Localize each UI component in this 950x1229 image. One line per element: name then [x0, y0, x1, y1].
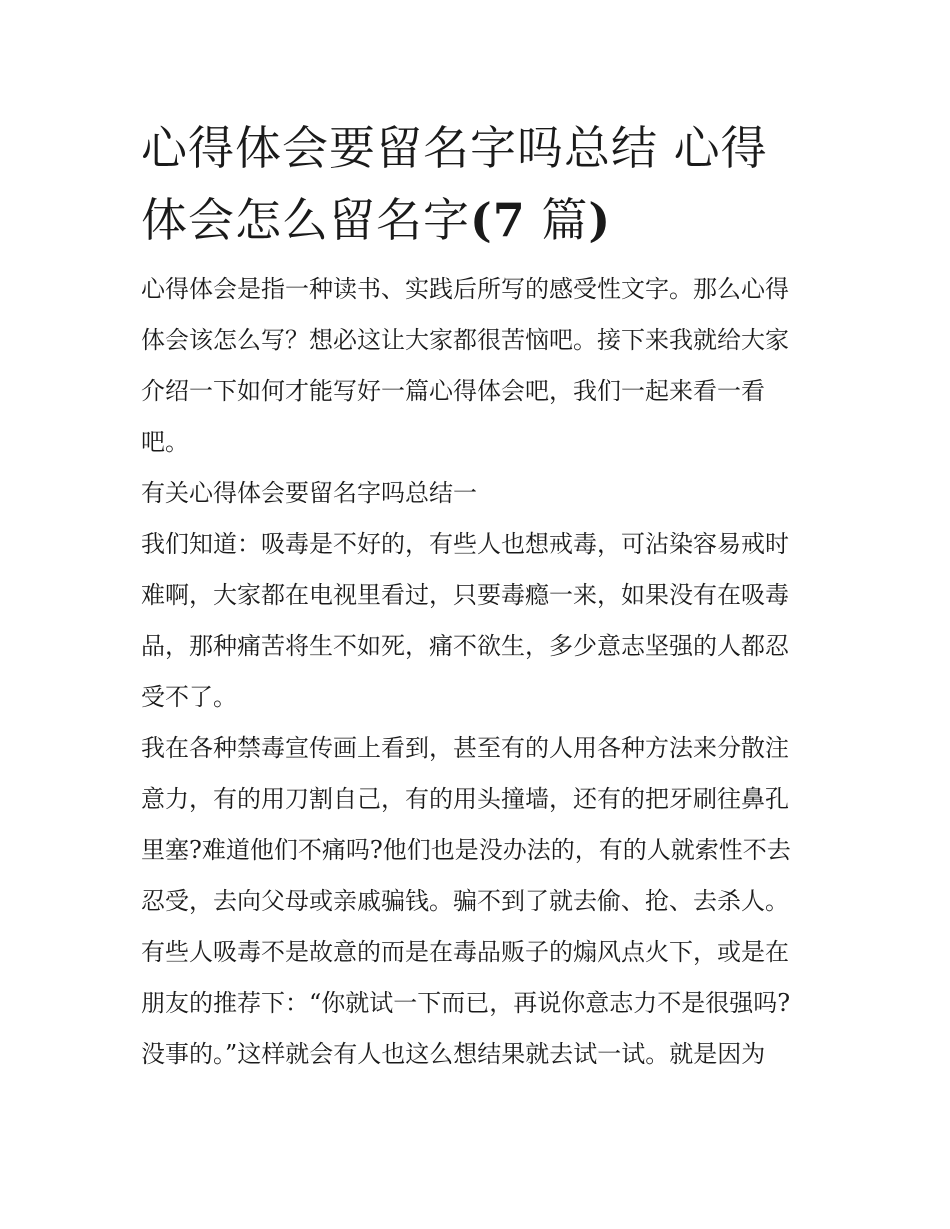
paragraph-line: 有些人吸毒不是故意的而是在毒品贩子的煽风点火下，或是在 [141, 938, 789, 966]
intro-line: 吧。 [141, 428, 189, 456]
intro-paragraph [141, 264, 813, 468]
section-heading [141, 468, 813, 519]
paragraph-line: 我们知道：吸毒是不好的，有些人也想戒毒，可沾染容易戒时 [141, 530, 789, 558]
paragraph-line: 没事的。”这样就会有人也这么想结果就去试一试。就是因为 [141, 1040, 766, 1068]
title-count-unit: 篇 [525, 193, 589, 247]
title-line-2 [141, 184, 813, 256]
paragraph-line: 难啊，大家都在电视里看过，只要毒瘾一来，如果没有在吸毒 [141, 581, 789, 609]
paragraph-line: 我在各种禁毒宣传画上看到，甚至有的人用各种方法来分散注 [141, 734, 789, 762]
body-paragraph-1 [141, 519, 813, 723]
paragraph-line: 品，那种痛苦将生不如死，痛不欲生，多少意志坚强的人都忍 [141, 632, 789, 660]
paragraph-line: 受不了。 [141, 683, 237, 711]
title-line-1: 心得体会要留名字吗总结 心得 [141, 121, 768, 175]
paragraph-line: 忍受，去向父母或亲戚骗钱。骗不到了就去偷、抢、去杀人。 [141, 887, 789, 915]
title-text: 体会怎么留名字 [141, 193, 470, 247]
intro-line: 心得体会是指一种读书、实践后所写的感受性文字。那么心得 [141, 275, 789, 303]
document-page [141, 112, 813, 1080]
paragraph-line: 里塞?难道他们不痛吗?他们也是没办法的，有的人就索性不去 [141, 836, 791, 864]
document-title [141, 112, 813, 256]
title-count-open: (7 [470, 193, 526, 247]
body-paragraph-2 [141, 723, 813, 1080]
paragraph-line: 意力，有的用刀割自己，有的用头撞墙，还有的把牙刷往鼻孔 [141, 785, 789, 813]
intro-line: 体会该怎么写？想必这让大家都很苦恼吧。接下来我就给大家 [141, 326, 789, 354]
title-count-close: ) [588, 193, 612, 247]
section-heading-text: 有关心得体会要留名字吗总结一 [141, 479, 477, 507]
intro-line: 介绍一下如何才能写好一篇心得体会吧，我们一起来看一看 [141, 377, 765, 405]
paragraph-line: 朋友的推荐下：“你就试一下而已，再说你意志力不是很强吗? [141, 989, 791, 1017]
